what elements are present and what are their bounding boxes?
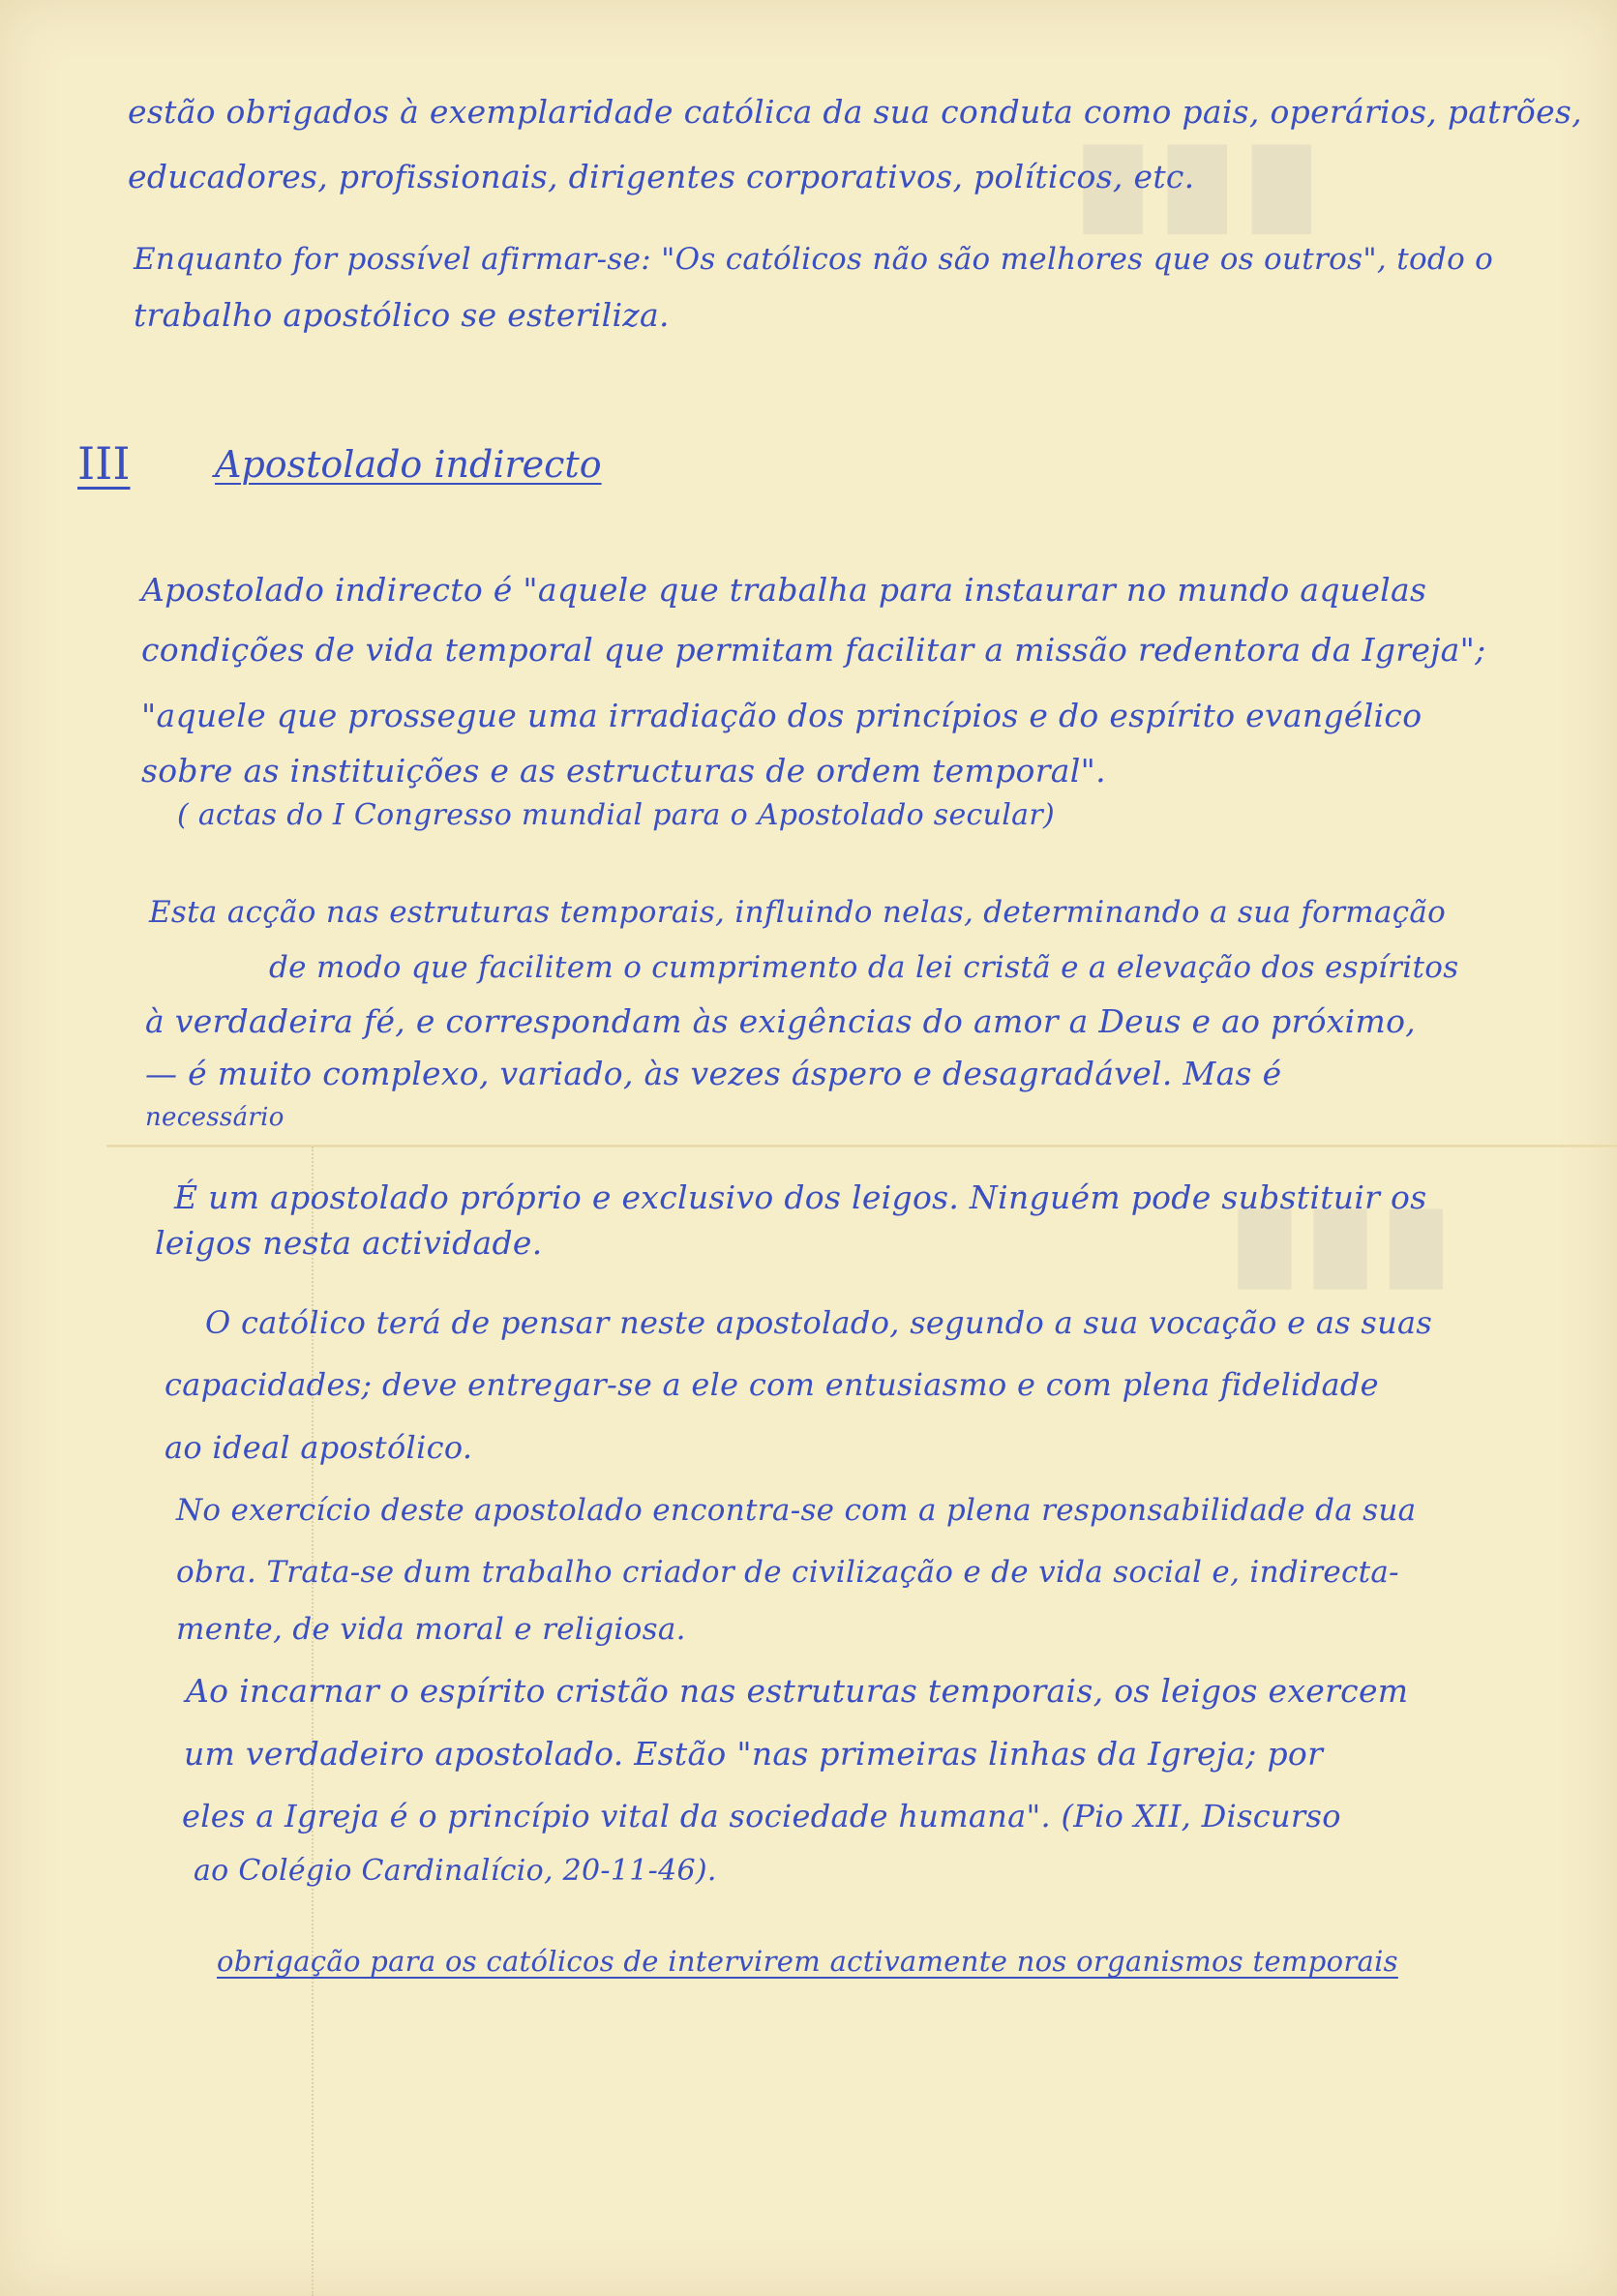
text-line: condições de vida temporal que permitam facilitar a missão redentora da Igreja";: [141, 631, 1486, 669]
text-line: eles a Igreja é o princípio vital da sociedade humana". (Pio XII, Discurso: [182, 1798, 1341, 1834]
text-line: estão obrigados à exemplaridade católica da sua conduta como pais, operários, patrões,: [128, 93, 1582, 131]
text-line: de modo que facilitem o cumprimento da lei cristã e a elevação dos espíritos: [269, 950, 1459, 985]
text-line: trabalho apostólico se esteriliza.: [134, 296, 670, 334]
text-line: educadores, profissionais, dirigentes corporativos, políticos, etc.: [128, 158, 1195, 195]
text-line: Apostolado indirecto é "aquele que trabalha para instaurar no mundo aquelas: [141, 571, 1427, 609]
text-line: obra. Trata-se dum trabalho criador de civilização e de vida social e, indirecta-: [176, 1555, 1399, 1590]
text-line: Esta acção nas estruturas temporais, influindo nelas, determinando a sua formação: [149, 895, 1447, 930]
text-line: É um apostolado próprio e exclusivo dos leigos. Ninguém pode substituir os: [174, 1178, 1427, 1216]
text-line: — é muito complexo, variado, às vezes áspero e desagradável. Mas é: [145, 1055, 1282, 1092]
text-line: Enquanto for possível afirmar-se: "Os católicos não são melhores que os outros", todo o: [134, 242, 1494, 277]
text-line: à verdadeira fé, e correspondam às exigências do amor a Deus e ao próximo,: [145, 1002, 1417, 1040]
text-line: mente, de vida moral e religiosa.: [176, 1612, 686, 1647]
text-line: ao ideal apostólico.: [165, 1429, 473, 1466]
section-number: III: [77, 437, 131, 490]
text-line: ao Colégio Cardinalício, 20-11-46).: [194, 1854, 717, 1888]
text-line: O católico terá de pensar neste apostolado, segundo a sua vocação e as suas: [205, 1304, 1433, 1341]
citation: ( actas do I Congresso mundial para o Apostolado secular): [177, 798, 1055, 832]
paper-fold: [106, 1145, 1617, 1148]
section-title: Apostolado indirecto: [215, 443, 602, 486]
text-line: "aquele que prossegue uma irradiação dos princípios e do espírito evangélico: [141, 697, 1422, 734]
bleed-through-print: █ █ █: [1084, 145, 1311, 232]
text-line: sobre as instituições e as estructuras de ordem temporal".: [141, 752, 1106, 790]
text-line: No exercício deste apostolado encontra-se com a plena responsabilidade da sua: [176, 1493, 1417, 1528]
text-line: capacidades; deve entregar-se a ele com entusiasmo e com plena fidelidade: [165, 1366, 1379, 1403]
text-line: Ao incarnar o espírito cristão nas estruturas temporais, os leigos exercem: [186, 1672, 1409, 1710]
closing-note: obrigação para os católicos de intervirem activamente nos organismos temporais: [217, 1945, 1398, 1978]
text-line: leigos nesta actividade.: [155, 1224, 543, 1262]
text-line: um verdadeiro apostolado. Estão "nas primeiras linhas da Igreja; por: [184, 1735, 1324, 1773]
bleed-through-print: █ █ █: [1239, 1209, 1443, 1289]
text-line: necessário: [145, 1103, 284, 1132]
